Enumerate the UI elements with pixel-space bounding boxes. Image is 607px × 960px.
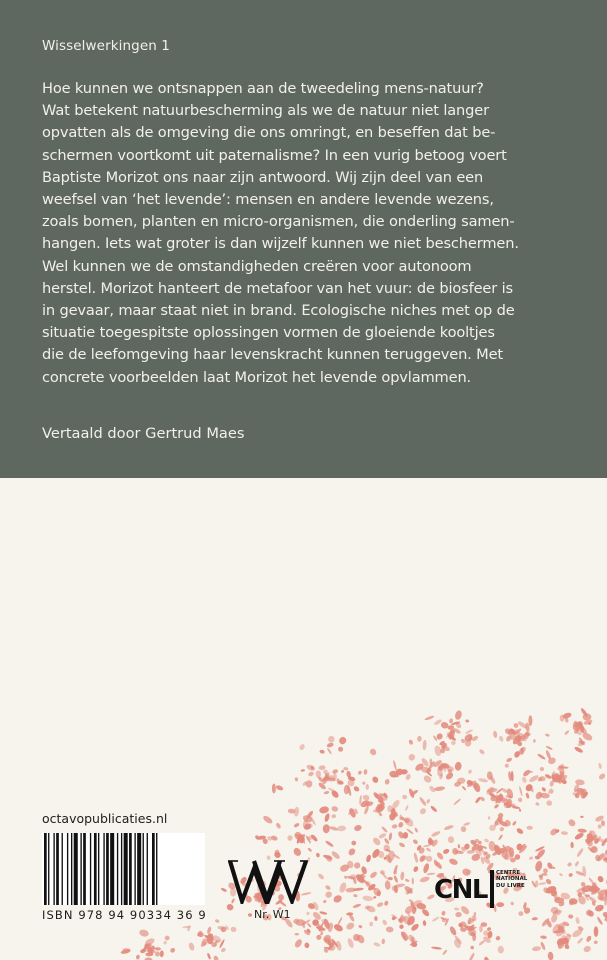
foliage-leaf [319, 911, 327, 915]
foliage-leaf [405, 805, 409, 812]
foliage-leaf [561, 831, 568, 835]
foliage-leaf [442, 848, 450, 855]
foliage-leaf [403, 816, 415, 829]
foliage-leaf [583, 945, 592, 953]
foliage-leaf [360, 866, 368, 875]
blurb-line: in gevaar, maar staat niet in brand. Ecologische niches met op de [42, 302, 515, 320]
blurb-line: Hoe kunnen we ontsnappen aan de tweedeling mens-natuur? [42, 80, 484, 97]
foliage-leaf [478, 748, 485, 755]
foliage-leaf [382, 919, 388, 926]
partner-name-line: NATIONAL [496, 876, 528, 883]
foliage-leaf [465, 719, 469, 723]
foliage-leaf [422, 740, 427, 751]
foliage-leaf [467, 769, 472, 774]
foliage-leaf [441, 910, 446, 915]
foliage-leaf [405, 773, 412, 781]
foliage-leaf [538, 882, 546, 886]
foliage-leaf [419, 796, 428, 806]
foliage-leaf [347, 847, 356, 857]
foliage-leaf [248, 913, 252, 917]
foliage-leaf [369, 922, 373, 927]
foliage-leaf [316, 852, 321, 857]
foliage-leaf [443, 824, 454, 831]
foliage-leaf [493, 731, 498, 739]
foliage-leaf [419, 876, 430, 884]
foliage-leaf [545, 733, 550, 737]
foliage-leaf [305, 780, 312, 788]
foliage-leaf [358, 924, 363, 929]
foliage-leaf [412, 878, 414, 885]
foliage-leaf [498, 735, 504, 742]
foliage-leaf [386, 926, 394, 933]
foliage-leaf [325, 884, 332, 890]
foliage-leaf [512, 821, 517, 827]
foliage-leaf [540, 941, 546, 950]
foliage-leaf [388, 832, 392, 841]
foliage-leaf [164, 935, 170, 941]
isbn-number: ISBN 978 94 90334 36 9 [42, 908, 207, 922]
foliage-leaf [594, 940, 599, 944]
foliage-leaf [568, 914, 574, 919]
foliage-leaf [601, 820, 605, 826]
blurb-line: Wat betekent natuurbescherming als we de natuur niet langer [42, 102, 489, 120]
foliage-leaf [526, 826, 532, 830]
foliage-leaf [326, 742, 334, 748]
foliage-leaf [533, 739, 536, 743]
foliage-leaf [442, 949, 448, 955]
foliage-leaf [306, 911, 311, 916]
foliage-leaf [369, 871, 378, 880]
w-monogram-logo [228, 858, 308, 904]
foliage-leaf [329, 826, 339, 832]
foliage-leaf [353, 785, 361, 792]
foliage-leaf [323, 824, 330, 833]
foliage-leaf [506, 757, 513, 763]
foliage-leaf [590, 845, 598, 853]
foliage-leaf [350, 874, 356, 878]
foliage-leaf [136, 954, 141, 959]
foliage-leaf [343, 767, 348, 771]
foliage-leaf [483, 956, 490, 960]
foliage-leaf [431, 916, 439, 922]
foliage-leaf [351, 841, 356, 846]
foliage-leaf [363, 769, 368, 775]
foliage-leaf [577, 937, 584, 944]
foliage-leaf [272, 784, 276, 794]
foliage-leaf [422, 863, 430, 874]
foliage-leaf [504, 763, 510, 769]
foliage-leaf [465, 729, 474, 735]
foliage-leaf [574, 861, 579, 868]
partner-name-line: CENTRE [496, 870, 521, 876]
foliage-leaf [596, 916, 603, 925]
foliage-leaf [478, 939, 485, 946]
foliage-leaf [300, 769, 305, 772]
foliage-leaf [532, 946, 542, 952]
foliage-leaf [419, 807, 428, 815]
foliage-leaf [362, 895, 373, 902]
foliage-leaf [275, 784, 284, 791]
blurb-line: weefsel van ‘het levende’: mensen en andere levende wezens, [42, 191, 494, 209]
foliage-leaf [353, 861, 362, 870]
foliage-leaf [373, 896, 377, 899]
foliage-leaf [399, 924, 404, 929]
foliage-leaf [353, 824, 362, 832]
foliage-leaf [525, 792, 530, 799]
foliage-leaf [287, 835, 293, 841]
blurb-line: Baptiste Morizot ons naar zijn antwoord. Wij zijn deel van een [42, 168, 484, 186]
foliage-leaf [516, 827, 525, 835]
blurb-line: herstel. Morizot hanteert de metafoor van het vuur: de biosfeer is [42, 279, 513, 297]
foliage-leaf [154, 947, 161, 951]
foliage-leaf [213, 955, 220, 960]
foliage-leaf [414, 827, 418, 833]
foliage-leaf [402, 794, 408, 799]
foliage-leaf [331, 805, 339, 812]
foliage-leaf [547, 951, 554, 960]
foliage-leaf [337, 746, 344, 753]
foliage-leaf [331, 814, 336, 819]
foliage-leaf [169, 947, 176, 954]
foliage-leaf [398, 842, 405, 848]
foliage-leaf [574, 746, 584, 754]
foliage-leaf [332, 894, 343, 904]
foliage-leaf [226, 903, 235, 911]
foliage-leaf [371, 775, 379, 783]
foliage-leaf [430, 805, 438, 813]
foliage-leaf [528, 774, 539, 783]
foliage-leaf [455, 912, 462, 918]
blurb-line: concrete voorbeelden laat Morizot het levende opvlammen. [42, 368, 472, 386]
foliage-leaf [499, 826, 505, 831]
foliage-leaf [307, 771, 314, 777]
foliage-leaf [484, 838, 490, 843]
foliage-leaf [215, 919, 220, 924]
cnl-logo-text: CNL [434, 875, 487, 905]
foliage-leaf [479, 925, 483, 932]
foliage-leaf [495, 935, 501, 941]
foliage-leaf [387, 877, 392, 880]
foliage-leaf [412, 865, 419, 872]
foliage-leaf [393, 875, 399, 883]
foliage-leaf [434, 786, 446, 792]
foliage-leaf [374, 916, 377, 921]
foliage-leaf [567, 818, 577, 828]
foliage-leaf [338, 736, 347, 746]
foliage-leaf [597, 875, 605, 883]
foliage-leaf [188, 942, 195, 951]
foliage-leaf [384, 900, 389, 906]
foliage-leaf [357, 770, 362, 775]
foliage-leaf [304, 942, 310, 949]
foliage-leaf [468, 952, 476, 960]
foliage-leaf [580, 816, 583, 818]
foliage-leaf [270, 835, 278, 842]
foliage-leaf [454, 710, 463, 721]
foliage-leaf [345, 887, 356, 892]
foliage-leaf [325, 891, 333, 899]
foliage-leaf [397, 821, 404, 828]
foliage-leaf [434, 745, 443, 757]
foliage-leaf [540, 767, 544, 771]
foliage-leaf [488, 816, 490, 820]
foliage-leaf [423, 920, 427, 926]
foliage-leaf [385, 880, 391, 890]
foliage-leaf [230, 926, 237, 933]
foliage-leaf [365, 854, 371, 863]
foliage-leaf [307, 922, 312, 927]
foliage-leaf [426, 798, 431, 804]
foliage-leaf [518, 797, 523, 802]
foliage-leaf [449, 925, 458, 936]
foliage-leaf [292, 847, 302, 858]
partner-name-line: DU LIVRE [496, 882, 525, 889]
foliage-leaf [405, 878, 410, 882]
foliage-leaf [324, 813, 331, 823]
series-title: Wisselwerkingen 1 [42, 38, 170, 54]
foliage-leaf [532, 917, 538, 921]
foliage-leaf [393, 760, 398, 771]
foliage-leaf [559, 873, 564, 877]
barcode-icon [42, 833, 205, 905]
foliage-leaf [570, 842, 574, 849]
foliage-leaf [407, 753, 416, 762]
foliage-leaf [575, 917, 580, 925]
series-number: Nr. W1 [254, 908, 291, 921]
foliage-leaf [369, 747, 378, 756]
blurb-line: hangen. Iets wat groter is dan wijzelf kunnen we niet beschermen. [42, 235, 519, 253]
foliage-leaf [431, 830, 441, 838]
foliage-leaf [449, 718, 454, 724]
foliage-leaf [417, 736, 422, 742]
foliage-leaf [327, 747, 333, 754]
foliage-leaf [328, 735, 336, 743]
blurb-line: opvatten als de omgeving die ons omringt, en beseffen dat be- [42, 124, 496, 142]
foliage-leaf [275, 822, 282, 829]
foliage-leaf [392, 824, 398, 829]
foliage-leaf [315, 770, 321, 778]
foliage-leaf [341, 769, 345, 773]
foliage-leaf [408, 739, 414, 745]
foliage-leaf [453, 798, 461, 806]
foliage-leaf [163, 940, 167, 944]
foliage-leaf [413, 852, 419, 863]
foliage-leaf [545, 745, 553, 750]
foliage-leaf [546, 800, 553, 807]
foliage-leaf [317, 873, 325, 880]
foliage-leaf [463, 822, 470, 827]
foliage-leaf [470, 946, 474, 950]
foliage-leaf [362, 781, 366, 785]
foliage-leaf [576, 847, 584, 857]
foliage-leaf [220, 947, 226, 953]
foliage-leaf [220, 887, 227, 892]
foliage-leaf [518, 786, 523, 797]
foliage-leaf [534, 860, 543, 872]
blurb-line: zoals bomen, planten en micro-organismen, die onderling samen- [42, 213, 515, 231]
foliage-leaf [323, 791, 329, 795]
foliage-leaf [307, 847, 312, 852]
foliage-leaf [352, 903, 361, 909]
foliage-leaf [458, 844, 461, 849]
foliage-leaf [493, 803, 499, 809]
foliage-leaf [160, 950, 165, 957]
foliage-leaf [298, 743, 305, 751]
blurb-text [42, 78, 582, 389]
foliage-leaf [344, 875, 347, 879]
foliage-leaf [478, 777, 489, 783]
foliage-leaf [207, 953, 212, 960]
foliage-leaf [574, 832, 585, 841]
foliage-leaf [567, 862, 573, 868]
foliage-leaf [460, 826, 467, 833]
foliage-leaf [206, 926, 212, 934]
foliage-leaf [337, 825, 346, 831]
foliage-leaf [412, 839, 419, 846]
foliage-leaf [376, 901, 384, 907]
foliage-leaf [384, 778, 390, 785]
foliage-leaf [306, 764, 316, 772]
foliage-leaf [381, 826, 388, 833]
foliage-leaf [400, 871, 405, 880]
foliage-leaf [585, 935, 592, 943]
foliage-leaf [451, 740, 456, 745]
foliage-leaf [454, 762, 462, 772]
foliage-leaf [577, 828, 587, 833]
foliage-leaf [425, 847, 431, 852]
foliage-leaf [521, 776, 527, 783]
foliage-leaf [598, 763, 603, 770]
foliage-leaf [535, 802, 540, 806]
foliage-leaf [198, 932, 204, 937]
foliage-leaf [353, 894, 358, 898]
publisher-website: octavopublicaties.nl [42, 811, 168, 826]
foliage-leaf [550, 913, 558, 923]
foliage-leaf [598, 772, 607, 780]
foliage-leaf [447, 836, 454, 844]
blurb-line: situatie toegespitste oplossingen vormen de gloeiende kooltjes [42, 324, 495, 342]
foliage-leaf [138, 929, 149, 938]
foliage-leaf [564, 730, 570, 736]
foliage-leaf [373, 942, 381, 948]
back-cover-text-panel [0, 0, 607, 478]
foliage-leaf [323, 899, 328, 903]
blurb-line: Wel kunnen we de omstandigheden creëren voor autonoom [42, 257, 472, 275]
foliage-leaf [365, 784, 369, 790]
foliage-leaf [461, 785, 466, 791]
foliage-leaf [497, 945, 504, 953]
foliage-leaf [424, 715, 434, 721]
translator-credit: Vertaald door Gertrud Maes [42, 425, 245, 442]
blurb-line: die de leefomgeving haar levenskracht kunnen teruggeven. Met [42, 346, 504, 364]
foliage-leaf [325, 840, 335, 848]
blurb-line: schermen voortkomt uit paternalisme? In een vurig betoog voert [42, 146, 507, 164]
foliage-leaf [294, 938, 304, 949]
foliage-leaf [319, 749, 325, 754]
foliage-leaf [294, 777, 298, 781]
foliage-leaf [293, 822, 300, 828]
foliage-leaf [431, 946, 442, 950]
foliage-leaf [597, 824, 602, 829]
foliage-leaf [295, 933, 299, 935]
partner-name [496, 870, 527, 889]
foliage-leaf [338, 881, 347, 893]
foliage-leaf [319, 805, 330, 814]
foliage-leaf [522, 769, 531, 778]
foliage-leaf [528, 715, 532, 726]
foliage-leaf [518, 911, 523, 916]
foliage-leaf [362, 794, 370, 801]
foliage-leaf [594, 926, 599, 937]
foliage-leaf [594, 904, 605, 913]
foliage-leaf [537, 753, 546, 760]
foliage-leaf [519, 808, 522, 812]
foliage-leaf [545, 878, 552, 885]
foliage-leaf [568, 872, 574, 877]
foliage-leaf [448, 857, 458, 866]
foliage-leaf [498, 834, 504, 841]
foliage-leaf [541, 786, 547, 792]
foliage-leaf [529, 856, 534, 860]
foliage-leaf [262, 814, 274, 825]
foliage-leaf [345, 921, 355, 931]
foliage-leaf [381, 939, 385, 945]
foliage-leaf [540, 935, 547, 939]
